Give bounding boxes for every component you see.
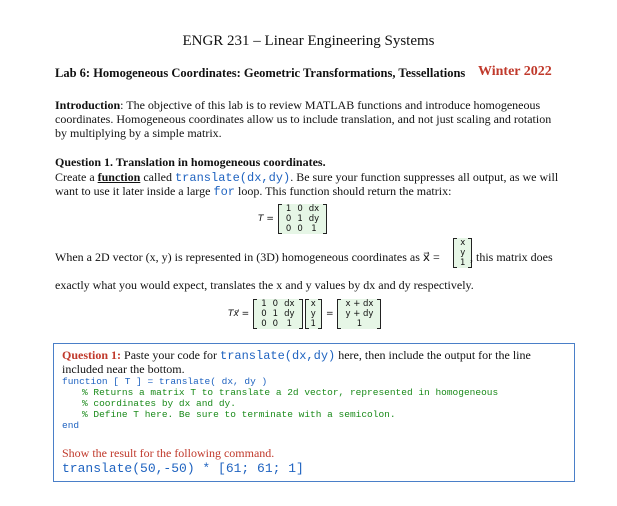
- product-matrix-cell: dy: [284, 309, 295, 319]
- answer-question: [62, 349, 567, 376]
- result-vector-cell: 1: [356, 319, 363, 329]
- matrix-t-cell: 0: [297, 204, 303, 214]
- answer-q-label: Question 1:: [62, 348, 122, 362]
- q1-line2-b: loop. This function should return the matrix:: [235, 184, 452, 198]
- matrix-t-cell: dy: [308, 214, 320, 224]
- code-function-line: function [ T ] = translate( dx, dy ): [62, 376, 268, 387]
- question1-line2: [55, 184, 565, 199]
- for-keyword: for: [213, 185, 236, 199]
- term-label: Winter 2022: [478, 64, 552, 79]
- matrix-t: [278, 204, 327, 234]
- vector-x-cell: 1: [460, 258, 466, 268]
- result-vector-cell: x + dx: [345, 299, 374, 309]
- matrix-t-cell: 1: [311, 224, 317, 234]
- vector-x-cell: y: [460, 248, 466, 258]
- question1-line1: [55, 170, 565, 185]
- intro-label: Introduction: [55, 98, 121, 112]
- product-matrix-cell: 0: [272, 319, 279, 329]
- vector-x-cell: x: [460, 238, 466, 248]
- product-matrix-cell: 0: [261, 309, 267, 319]
- product-matrix-cell: 0: [261, 319, 267, 329]
- result-vector: [337, 299, 381, 329]
- product-matrix-cell: 0: [272, 299, 279, 309]
- code-end-line: end: [62, 420, 80, 431]
- equals-sign: =: [325, 309, 334, 319]
- matrix-t-cell: 1: [285, 204, 292, 214]
- q1-line2-a: want to use it later inside a large: [55, 184, 214, 198]
- product-vector-cell: x: [310, 299, 316, 309]
- product-vector: [305, 299, 322, 329]
- q1-text-a: Create a: [55, 170, 98, 184]
- code-comment-3: % Define T here. Be sure to terminate with a semicolon.: [82, 409, 396, 420]
- q1-text-b: called: [140, 170, 175, 184]
- code-comment-2: % coordinates by dx and dy.: [82, 398, 236, 409]
- function-keyword: function: [97, 170, 141, 184]
- question1-heading: Question 1. Translation in homogeneous coordinates.: [55, 155, 326, 169]
- answer-q-text-a: Paste your code for: [121, 348, 220, 362]
- product-vector-cell: y: [310, 309, 316, 319]
- intro-text: : The objective of this lab is to review MATLAB functions and introduce homogeneous coordinates. Homogeneous coordinates allow us to include translation, and not just scaling and rotation by multiplying by a simple matrix.: [55, 98, 552, 140]
- lab-title: Lab 6: Homogeneous Coordinates: Geometric Transformations, Tessellations: [55, 66, 466, 80]
- matrix-t-cell: 0: [297, 224, 303, 234]
- matrix-t-cell: 0: [285, 224, 292, 234]
- answer-q-text-b: here, then include the output for the line included near the bottom.: [62, 348, 531, 376]
- answer-q-code: translate(dx,dy): [220, 349, 336, 363]
- when-text-a: When a 2D vector (x, y) is represented in (3D) homogeneous coordinates as x⃗ =: [55, 250, 440, 264]
- command-line[interactable]: translate(50,-50) * [61; 61; 1]: [62, 461, 304, 476]
- result-vector-cell: y + dy: [345, 309, 374, 319]
- code-block[interactable]: [62, 376, 572, 431]
- matrix-t-cell: 1: [297, 214, 303, 224]
- show-result-text: Show the result for the following command.: [62, 446, 275, 460]
- matrix-t-cell: dx: [308, 204, 320, 214]
- matrix-t-equation: [258, 204, 327, 234]
- product-matrix-cell: 1: [261, 299, 267, 309]
- product-vector-cell: 1: [310, 319, 316, 329]
- product-matrix-cell: dx: [284, 299, 295, 309]
- course-title: ENGR 231 – Linear Engineering Systems: [182, 33, 435, 49]
- product-equation: [228, 299, 381, 329]
- product-label: Tx⃗ =: [228, 309, 250, 319]
- code-comment-1: % Returns a matrix T to translate a 2d vector, represented in homogeneous: [82, 387, 499, 398]
- product-matrix: [253, 299, 302, 329]
- introduction-paragraph: [55, 98, 565, 140]
- product-matrix-cell: 1: [286, 319, 292, 329]
- matrix-t-label: T =: [258, 214, 274, 224]
- translate-code: translate(dx,dy): [174, 171, 291, 185]
- matrix-t-cell: 0: [285, 214, 292, 224]
- product-matrix-cell: 1: [272, 309, 279, 319]
- when-text-b: , this matrix does: [470, 250, 553, 264]
- q1-text-c: . Be sure your function suppresses all output, as we will: [290, 170, 559, 184]
- exact-paragraph: exactly what you would expect, translates the x and y values by dx and dy respectively.: [55, 278, 474, 292]
